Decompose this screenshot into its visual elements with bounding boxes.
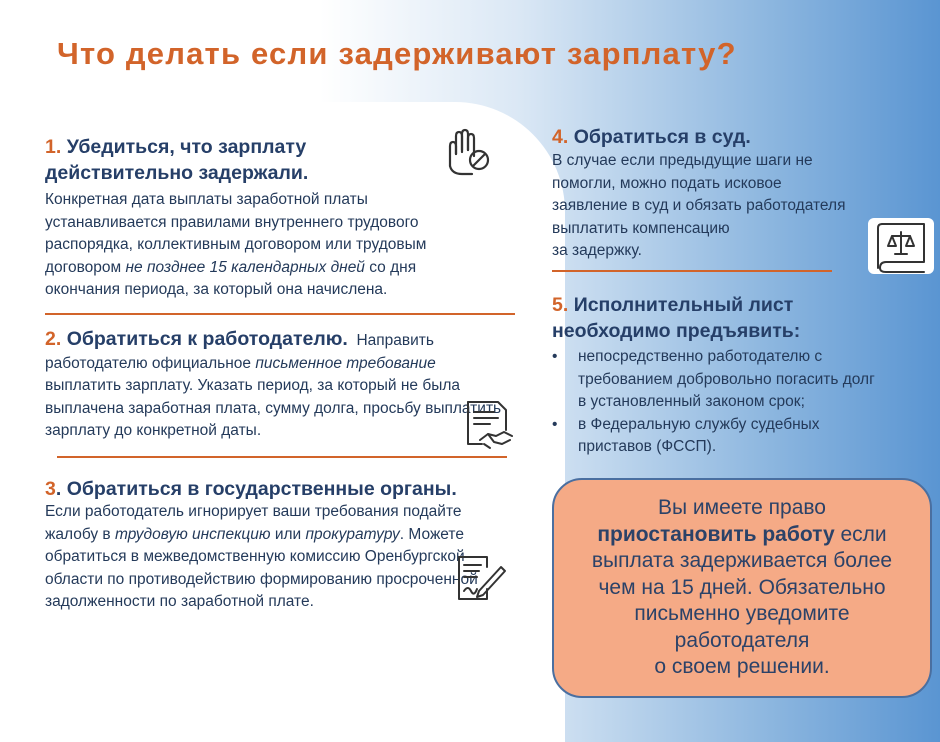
separator-2 — [57, 456, 507, 458]
step-5-bullet-1: • непосредственно работодателю с требованием добровольно погасить долг в установленный законом срок; — [552, 348, 875, 410]
law-book-scales-icon — [868, 218, 934, 274]
step-3-text: Если работодатель игнорирует ваши требования подайте жалобу в трудовую инспекцию или прокуратуру. Можете обратиться в межведомственную комиссию Оренбургской области по противодействию формированию просроченной задолженности по заработной плате. — [45, 503, 478, 610]
contract-handshake-icon — [460, 400, 518, 452]
callout-emphasis: приостановить работу — [597, 522, 835, 546]
page-title: Что делать если задерживают зарплату? — [57, 36, 737, 71]
step-2-number: 2. — [45, 328, 62, 350]
step-4-line-5: за задержку. — [552, 242, 642, 259]
separator-1 — [45, 313, 515, 315]
step-4-number: 4. — [552, 126, 569, 148]
step-4-line-1: В случае если предыдущие шаги не — [552, 152, 813, 169]
step-1 — [45, 134, 435, 186]
document-signing-icon — [455, 553, 507, 603]
step-1-heading: 1. Убедиться, что зарплату действительно задержали. — [45, 136, 309, 184]
step-2-heading: 2. Обратиться к работодателю. — [45, 328, 348, 350]
step-1-text: Конкретная дата выплаты заработной платы устанавливается правилами внутреннего трудового распорядка, коллективным договором или трудовым договором не позднее 15 календарных дней со дня окончания периода, за который она начислена. — [45, 191, 427, 298]
step-4 — [552, 124, 882, 263]
separator-4 — [552, 270, 832, 272]
step-4-line-4: выплатить компенсацию — [552, 219, 730, 237]
step-3 — [45, 476, 515, 502]
rights-callout: Вы имеете право приостановить работу если выплата задерживается более чем на 15 дней. Обязательно письменно уведомите работодателя о своем решении. — [552, 478, 932, 698]
step-2: 2. Обратиться к работодателю. Направить работодателю официальное письменное требование выплатить зарплату. Указать период, за который не была выплачена заработная плата, сумму долга, просьбу выплатить зарплату до конкретной даты. — [45, 328, 502, 439]
step-3-heading: 3. Обратиться в государственные органы. — [45, 478, 457, 500]
step-5 — [552, 292, 882, 459]
stop-hand-icon — [436, 126, 492, 178]
step-1-number: 1. — [45, 136, 62, 158]
step-4-heading: 4. Обратиться в суд. — [552, 126, 751, 148]
step-5-bullet-2: • в Федеральную службу судебных приставов (ФССП). — [552, 415, 820, 455]
step-4-line-2: помогли, можно подать исковое — [552, 174, 782, 192]
step-5-number: 5. — [552, 294, 569, 316]
step-4-line-3: заявление в суд и обязать работодателя — [552, 197, 846, 214]
step-5-heading: 5. Исполнительный лист необходимо предъявить: — [552, 294, 801, 342]
step-3-number: 3 — [45, 478, 56, 500]
